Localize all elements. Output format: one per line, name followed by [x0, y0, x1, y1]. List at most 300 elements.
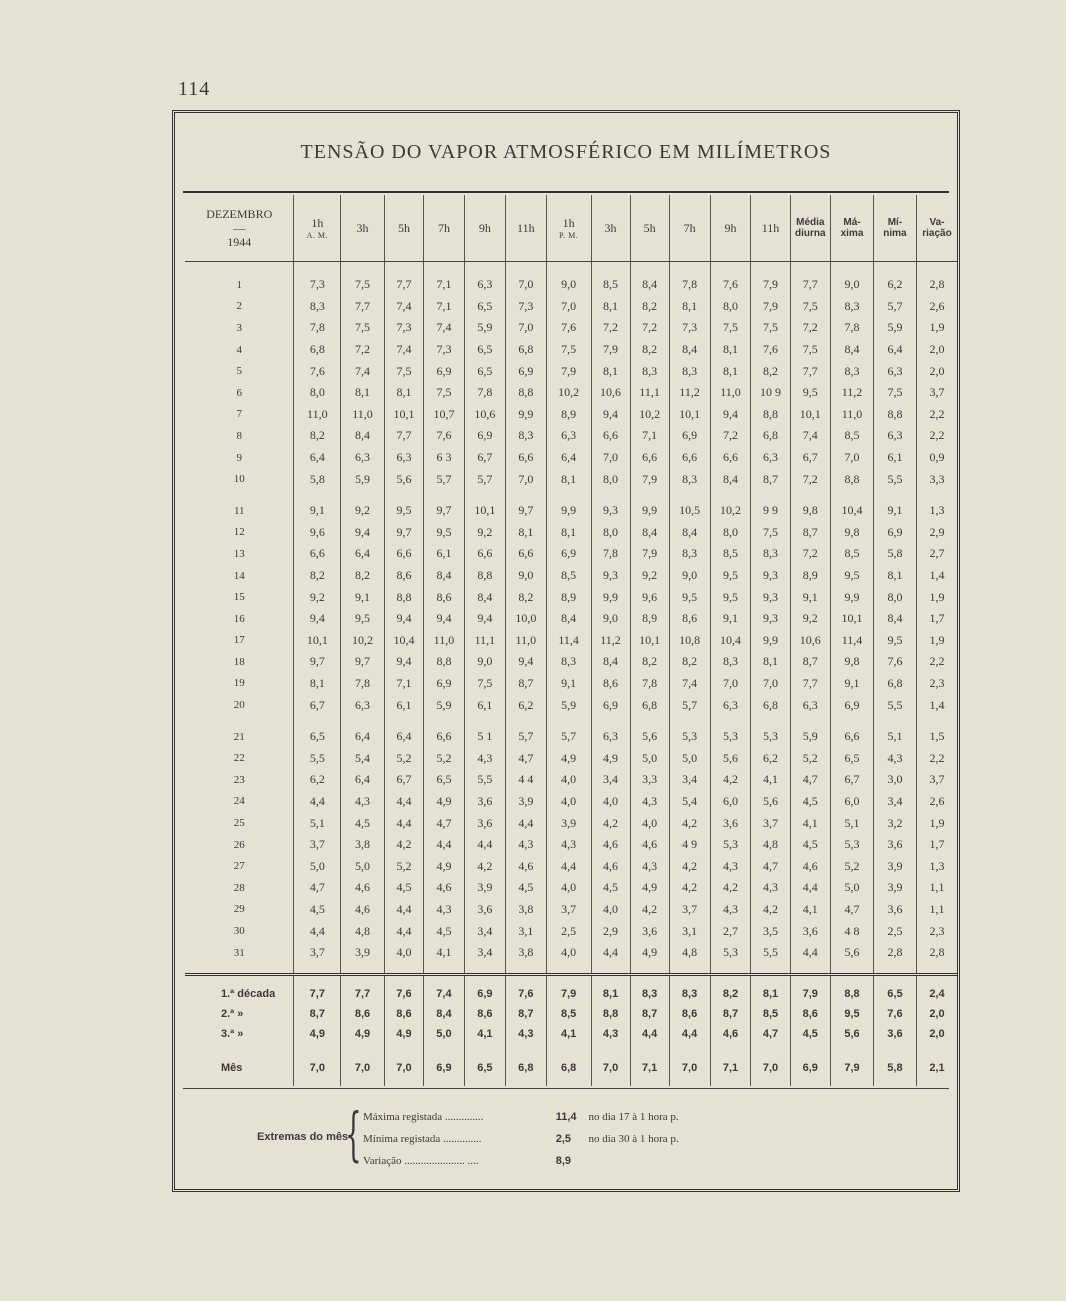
table-cell: 8,4 — [831, 339, 874, 361]
table-cell: 6,2 — [505, 694, 546, 716]
variation-name: Variação ...................... .... — [363, 1155, 479, 1167]
table-cell: 10 9 — [751, 382, 790, 404]
table-cell: 8,8 — [505, 382, 546, 404]
table-cell: 6,8 — [751, 425, 790, 447]
table-cell: 4,0 — [546, 942, 591, 975]
table-cell: 9,4 — [710, 404, 751, 426]
table-cell: 9,0 — [831, 262, 874, 296]
table-cell: 6,1 — [384, 694, 423, 716]
table-cell: 7,0 — [505, 262, 546, 296]
table-cell: 9,9 — [831, 586, 874, 608]
table-cell: 11,0 — [505, 630, 546, 652]
table-cell: 6,3 — [341, 447, 385, 469]
table-cell: 3,7 — [669, 899, 710, 921]
table-cell: 9,3 — [751, 586, 790, 608]
summary-cell: 7,7 — [341, 975, 385, 1005]
table-cell: 8,3 — [710, 651, 751, 673]
table-cell: 7,4 — [384, 296, 423, 318]
table-cell: 4,5 — [384, 877, 423, 899]
table-cell: 8,4 — [873, 608, 916, 630]
table-cell: 11,0 — [710, 382, 751, 404]
table-cell: 5,6 — [384, 468, 423, 490]
summary-cell: 6,5 — [464, 1044, 505, 1086]
table-row — [185, 382, 957, 404]
table-cell: 3,6 — [790, 920, 831, 942]
table-cell: 6,7 — [464, 447, 505, 469]
table-cell: 6,9 — [591, 694, 630, 716]
table-cell: 7,8 — [831, 317, 874, 339]
table-cell: 6,1 — [873, 447, 916, 469]
table-cell: 7,9 — [751, 296, 790, 318]
table-cell: 7,4 — [423, 317, 464, 339]
day-number: 5 — [236, 365, 242, 378]
table-cell: 7,4 — [384, 339, 423, 361]
summary-cell: 5,0 — [423, 1024, 464, 1044]
table-cell: 2,0 — [916, 339, 957, 361]
table-cell: 1,5 — [916, 716, 957, 748]
table-cell: 4,0 — [546, 877, 591, 899]
table-cell: 4,3 — [630, 855, 669, 877]
page-title: TENSÃO DO VAPOR ATMOSFÉRICO EM MILÍMETROS — [300, 141, 832, 163]
table-cell: 7,0 — [831, 447, 874, 469]
table-row — [185, 716, 957, 748]
summary-cell: 3,6 — [873, 1024, 916, 1044]
table-cell: 6,7 — [790, 447, 831, 469]
table-cell: 9,8 — [831, 651, 874, 673]
table-cell: 5,0 — [294, 855, 341, 877]
summary-cell: 7,6 — [873, 1004, 916, 1024]
table-cell: 9,1 — [790, 586, 831, 608]
column-header — [384, 195, 423, 262]
column-header-hour: 5h — [397, 220, 410, 235]
table-cell: 6,5 — [831, 747, 874, 769]
table-cell: 9,3 — [751, 565, 790, 587]
table-cell: 5,4 — [341, 747, 385, 769]
table-cell: 9,9 — [751, 630, 790, 652]
table-cell: 6,8 — [630, 694, 669, 716]
table-cell: 9,1 — [294, 490, 341, 522]
table-cell: 4,0 — [591, 899, 630, 921]
table-cell: 9,0 — [505, 565, 546, 587]
table-cell: 4,6 — [630, 834, 669, 856]
table-cell: 4,4 — [384, 812, 423, 834]
summary-cell: 8,4 — [423, 1004, 464, 1024]
table-cell: 6,5 — [423, 769, 464, 791]
table-cell: 8,1 — [546, 468, 591, 490]
column-header — [630, 195, 669, 262]
table-cell: 5,7 — [505, 716, 546, 748]
table-cell: 8,8 — [831, 468, 874, 490]
table-cell: 4,0 — [546, 769, 591, 791]
table-cell: 3,0 — [873, 769, 916, 791]
brace-icon: { — [345, 1100, 362, 1168]
summary-cell: 2,0 — [916, 1004, 957, 1024]
table-cell: 6,1 — [423, 543, 464, 565]
table-cell: 9,7 — [505, 490, 546, 522]
table-cell: 7,3 — [294, 262, 341, 296]
summary-cell: 4,1 — [464, 1024, 505, 1044]
table-cell: 8,3 — [751, 543, 790, 565]
table-cell: 9,3 — [591, 565, 630, 587]
table-cell: 7,7 — [790, 360, 831, 382]
table-cell: 6,0 — [710, 791, 751, 813]
column-header-line1: Média — [796, 217, 825, 228]
day-number: 17 — [233, 634, 245, 647]
table-cell: 8,3 — [669, 468, 710, 490]
table-cell: 2,0 — [916, 360, 957, 382]
summary-cell: 4,4 — [669, 1024, 710, 1044]
column-header-line2: nima — [883, 228, 907, 239]
table-cell: 7,5 — [710, 317, 751, 339]
table-cell: 8,3 — [546, 651, 591, 673]
table-cell: 11,4 — [831, 630, 874, 652]
day-number: 13 — [233, 547, 245, 560]
table-cell: 5,5 — [873, 468, 916, 490]
table-cell: 5,9 — [464, 317, 505, 339]
max-note: no dia 17 à 1 hora p. — [588, 1111, 679, 1123]
table-row — [185, 565, 957, 587]
table-cell: 10,4 — [384, 630, 423, 652]
table-cell: 8,8 — [464, 565, 505, 587]
column-header — [464, 195, 505, 262]
day-number: 3 — [236, 321, 242, 334]
column-header — [294, 195, 341, 262]
table-cell: 6,5 — [464, 339, 505, 361]
table-cell: 3,9 — [505, 791, 546, 813]
table-cell: 4,4 — [546, 855, 591, 877]
column-header-hour: 3h — [356, 220, 369, 235]
summary-cell: 5,8 — [873, 1044, 916, 1086]
table-cell: 7,9 — [591, 339, 630, 361]
table-cell: 7,0 — [710, 673, 751, 695]
table-cell: 4,6 — [591, 855, 630, 877]
table-cell: 11,2 — [831, 382, 874, 404]
table-cell: 6,6 — [505, 447, 546, 469]
table-cell: 7,0 — [751, 673, 790, 695]
table-cell: 5,6 — [831, 942, 874, 975]
table-cell: 7,7 — [384, 425, 423, 447]
table-cell: 7,9 — [546, 360, 591, 382]
day-number: 9 — [236, 451, 242, 464]
table-row — [185, 769, 957, 791]
table-cell: 6,2 — [294, 769, 341, 791]
table-cell: 11,1 — [630, 382, 669, 404]
table-cell: 5,9 — [790, 716, 831, 748]
table-cell: 4,7 — [294, 877, 341, 899]
table-cell: 4,5 — [423, 920, 464, 942]
table-cell: 8,8 — [873, 404, 916, 426]
summary-cell: 4,9 — [294, 1024, 341, 1044]
table-cell: 5 1 — [464, 716, 505, 748]
table-cell: 3,1 — [505, 920, 546, 942]
table-cell: 9,1 — [546, 673, 591, 695]
summary-cell: 2,4 — [916, 975, 957, 1005]
table-cell: 8,2 — [630, 339, 669, 361]
table-cell: 4,3 — [630, 791, 669, 813]
table-cell: 2,7 — [916, 543, 957, 565]
min-note: no dia 30 à 1 hora p. — [588, 1133, 679, 1145]
table-cell: 1,9 — [916, 317, 957, 339]
table-cell: 8,1 — [669, 296, 710, 318]
summary-cell: 5,6 — [831, 1024, 874, 1044]
summary-cell: 8,7 — [710, 1004, 751, 1024]
table-cell: 3,6 — [630, 920, 669, 942]
table-cell: 6 3 — [423, 447, 464, 469]
table-cell: 8,5 — [546, 565, 591, 587]
table-cell: 5,6 — [710, 747, 751, 769]
summary-cell: 6,9 — [790, 1044, 831, 1086]
table-cell: 8,7 — [505, 673, 546, 695]
table-cell: 6,4 — [546, 447, 591, 469]
table-row — [185, 877, 957, 899]
table-cell: 9,4 — [384, 608, 423, 630]
table-cell: 8,5 — [710, 543, 751, 565]
table-cell: 4,8 — [341, 920, 385, 942]
table-row — [185, 630, 957, 652]
day-number: 14 — [233, 569, 245, 582]
table-cell: 5,6 — [630, 716, 669, 748]
table-cell: 10,6 — [790, 630, 831, 652]
table-row — [185, 404, 957, 426]
column-header — [751, 195, 790, 262]
table-cell: 6,3 — [341, 694, 385, 716]
table-row — [185, 673, 957, 695]
table-cell: 3,4 — [669, 769, 710, 791]
table-cell: 8,2 — [294, 425, 341, 447]
table-cell: 6,6 — [630, 447, 669, 469]
table-cell: 2,2 — [916, 425, 957, 447]
page-number: 114 — [178, 78, 211, 100]
column-header-line2: diurna — [795, 228, 826, 239]
table-row — [185, 425, 957, 447]
summary-cell: 8,1 — [751, 975, 790, 1005]
table-cell: 6,6 — [384, 543, 423, 565]
table-cell: 4,2 — [384, 834, 423, 856]
column-header — [546, 195, 591, 262]
day-number: 22 — [233, 752, 245, 765]
summary-cell: 7,9 — [790, 975, 831, 1005]
table-cell: 6,4 — [341, 716, 385, 748]
table-cell: 11,0 — [831, 404, 874, 426]
summary-cell: 8,8 — [831, 975, 874, 1005]
table-cell: 6,9 — [464, 425, 505, 447]
table-cell: 8,4 — [669, 522, 710, 544]
table-cell: 4,4 — [790, 942, 831, 975]
table-cell: 9,5 — [710, 586, 751, 608]
summary-cell: 4,9 — [384, 1024, 423, 1044]
table-cell: 8,0 — [873, 586, 916, 608]
table-cell: 2,8 — [916, 942, 957, 975]
table-cell: 5,0 — [341, 855, 385, 877]
table-cell: 6,6 — [464, 543, 505, 565]
day-number: 1 — [236, 278, 242, 291]
table-cell: 8,4 — [423, 565, 464, 587]
table-cell: 7,8 — [464, 382, 505, 404]
table-cell: 4,3 — [710, 855, 751, 877]
table-cell: 2,2 — [916, 404, 957, 426]
summary-values — [185, 975, 957, 1087]
table-cell: 2,2 — [916, 747, 957, 769]
table-cell: 10,1 — [831, 608, 874, 630]
table-cell: 7,2 — [790, 468, 831, 490]
day-number: 8 — [236, 429, 242, 442]
table-cell: 8,4 — [464, 586, 505, 608]
table-cell: 6,2 — [873, 262, 916, 296]
table-cell: 6,8 — [751, 694, 790, 716]
table-cell: 4,4 — [384, 899, 423, 921]
table-cell: 9,5 — [790, 382, 831, 404]
vapor-tension-table — [185, 195, 957, 1086]
summary-cell: 4,3 — [591, 1024, 630, 1044]
table-cell: 7,0 — [546, 296, 591, 318]
table-cell: 9,2 — [294, 586, 341, 608]
table-cell: 10,1 — [790, 404, 831, 426]
table-cell: 7,2 — [710, 425, 751, 447]
table-cell: 8,1 — [710, 339, 751, 361]
table-cell: 9,9 — [505, 404, 546, 426]
table-cell: 9,4 — [341, 522, 385, 544]
table-cell: 6,6 — [669, 447, 710, 469]
table-cell: 4,4 — [294, 791, 341, 813]
day-number: 20 — [233, 699, 245, 712]
summary-row — [185, 975, 957, 1005]
summary-cell: 7,0 — [591, 1044, 630, 1086]
table-cell: 4,5 — [341, 812, 385, 834]
table-cell: 8,0 — [710, 296, 751, 318]
table-cell: 4,7 — [423, 812, 464, 834]
table-cell: 10,6 — [464, 404, 505, 426]
table-cell: 8,3 — [294, 296, 341, 318]
table-cell: 10,1 — [630, 630, 669, 652]
table-cell: 7,2 — [790, 543, 831, 565]
table-cell: 8,2 — [669, 651, 710, 673]
table-cell: 4,0 — [546, 791, 591, 813]
table-cell: 6,6 — [710, 447, 751, 469]
summary-cell: 4,6 — [710, 1024, 751, 1044]
table-cell: 4,6 — [423, 877, 464, 899]
table-cell: 9,4 — [591, 404, 630, 426]
table-cell: 10,5 — [669, 490, 710, 522]
table-row — [185, 543, 957, 565]
column-header-hour: 9h — [478, 220, 491, 235]
table-cell: 5,5 — [751, 942, 790, 975]
table-cell: 2,8 — [873, 942, 916, 975]
table-cell: 7,2 — [630, 317, 669, 339]
table-cell: 4,1 — [790, 899, 831, 921]
table-cell: 4,0 — [630, 812, 669, 834]
table-cell: 3,8 — [505, 942, 546, 975]
summary-cell: 7,0 — [294, 1044, 341, 1086]
table-cell: 5,0 — [669, 747, 710, 769]
table-row — [185, 920, 957, 942]
summary-cell: 7,0 — [669, 1044, 710, 1086]
table-cell: 2,6 — [916, 791, 957, 813]
table-cell: 9,1 — [710, 608, 751, 630]
column-header-period: A. M. — [306, 231, 328, 240]
table-cell: 10,2 — [546, 382, 591, 404]
table-cell: 8,1 — [710, 360, 751, 382]
table-cell: 7,5 — [790, 296, 831, 318]
column-header-line1: Má- — [843, 217, 861, 228]
table-cell: 8,4 — [630, 522, 669, 544]
table-cell: 7,5 — [790, 339, 831, 361]
table-cell: 5,7 — [873, 296, 916, 318]
table-cell: 8,5 — [591, 262, 630, 296]
table-cell: 9,5 — [341, 608, 385, 630]
table-frame — [172, 110, 960, 1192]
year-label: 1944 — [227, 235, 252, 249]
table-row — [185, 317, 957, 339]
summary-cell: 8,8 — [591, 1004, 630, 1024]
table-cell: 6,3 — [873, 360, 916, 382]
table-cell: 6,8 — [294, 339, 341, 361]
summary-cell: 7,0 — [384, 1044, 423, 1086]
table-cell: 7,3 — [423, 339, 464, 361]
table-cell: 4,3 — [751, 877, 790, 899]
table-cell: 9,0 — [546, 262, 591, 296]
table-cell: 11,0 — [423, 630, 464, 652]
summary-cell: 6,9 — [423, 1044, 464, 1086]
table-cell: 8,6 — [669, 608, 710, 630]
table-cell: 4,4 — [384, 791, 423, 813]
table-cell: 6,6 — [423, 716, 464, 748]
day-number: 15 — [233, 591, 245, 604]
table-cell: 2,7 — [710, 920, 751, 942]
table-cell: 5,3 — [751, 716, 790, 748]
column-header — [790, 195, 831, 262]
table-cell: 2,8 — [916, 262, 957, 296]
table-cell: 4,8 — [669, 942, 710, 975]
table-row — [185, 468, 957, 490]
table-cell: 8,3 — [831, 296, 874, 318]
table-cell: 7,4 — [669, 673, 710, 695]
table-cell: 7,3 — [505, 296, 546, 318]
day-number: 10 — [233, 473, 245, 486]
table-cell: 4,9 — [423, 791, 464, 813]
table-cell: 4,4 — [464, 834, 505, 856]
table-cell: 8,2 — [751, 360, 790, 382]
table-row — [185, 855, 957, 877]
table-cell: 5,9 — [423, 694, 464, 716]
table-cell: 4,5 — [790, 834, 831, 856]
table-cell: 11,2 — [591, 630, 630, 652]
table-cell: 4,3 — [505, 834, 546, 856]
table-cell: 8,1 — [591, 296, 630, 318]
table-cell: 7,8 — [294, 317, 341, 339]
header-row — [185, 195, 957, 262]
table-cell: 4,1 — [751, 769, 790, 791]
table-cell: 4,6 — [790, 855, 831, 877]
table-cell: 4,9 — [630, 942, 669, 975]
table-cell: 8,1 — [384, 382, 423, 404]
table-cell: 4,2 — [630, 899, 669, 921]
table-cell: 9,5 — [710, 565, 751, 587]
table-cell: 6,4 — [341, 769, 385, 791]
table-row — [185, 447, 957, 469]
table-cell: 6,7 — [294, 694, 341, 716]
column-header-line2: xima — [840, 228, 864, 239]
table-cell: 4,3 — [464, 747, 505, 769]
column-header-hour: 7h — [437, 220, 450, 235]
table-cell: 4,2 — [591, 812, 630, 834]
summary-cell: 7,4 — [423, 975, 464, 1005]
table-cell: 2,3 — [916, 920, 957, 942]
table-cell: 8,1 — [294, 673, 341, 695]
table-cell: 9,4 — [505, 651, 546, 673]
table-cell: 5,8 — [294, 468, 341, 490]
summary-cell: 6,9 — [464, 975, 505, 1005]
table-cell: 4,3 — [546, 834, 591, 856]
